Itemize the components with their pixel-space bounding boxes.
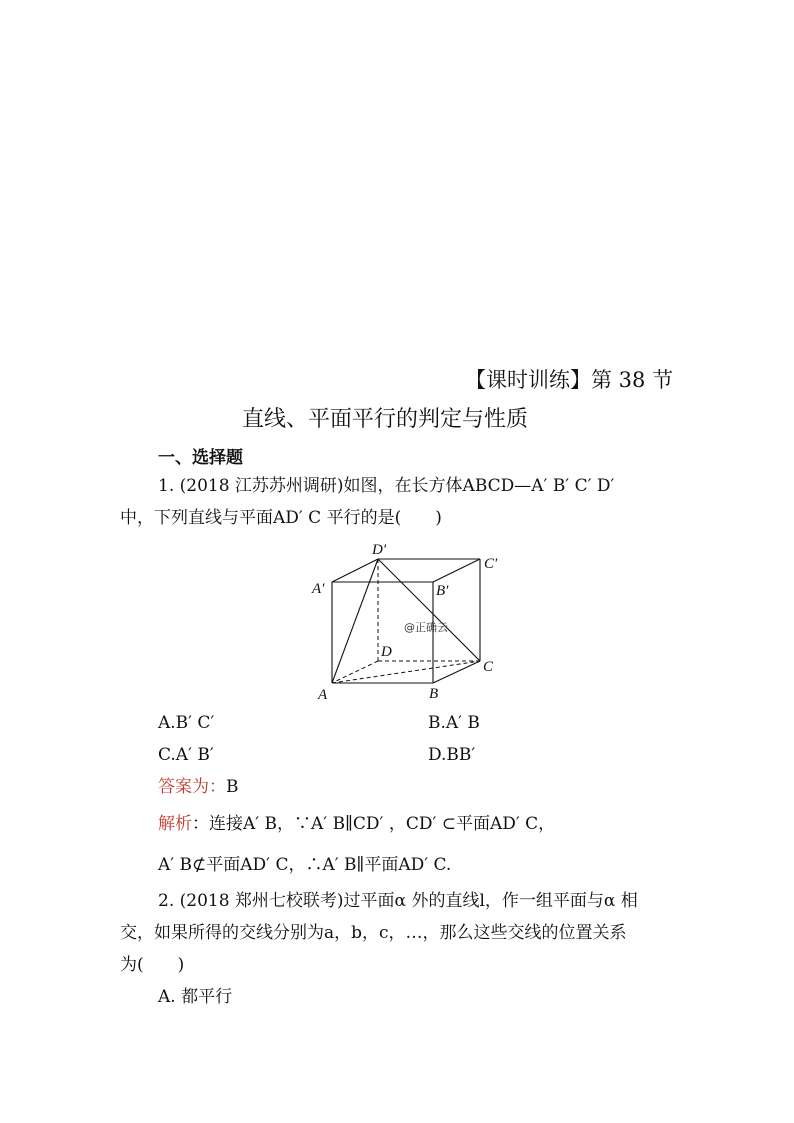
analysis-label: 解析 <box>158 814 192 834</box>
q2-text-line1: 2. (2018 郑州七校联考)过平面α 外的直线l，作一组平面与α 相 <box>158 891 638 911</box>
answer-label: 答案为： <box>158 777 226 797</box>
watermark-text: @正确云 <box>404 621 448 634</box>
answer-value: B <box>226 777 239 797</box>
label-Cp: C′ <box>484 556 498 572</box>
q1-option-c: C.A′ B′ <box>158 745 214 765</box>
q1-text-line1: 1. (2018 江苏苏州调研)如图，在长方体ABCD—A′ B′ C′ D′ <box>158 476 615 496</box>
label-B: B <box>429 686 439 702</box>
q1-option-d: D.BB′ <box>428 745 476 765</box>
q2-option-a: A. 都平行 <box>158 987 233 1007</box>
q1-option-b: B.A′ B <box>428 713 480 733</box>
segment-DpC <box>378 559 480 661</box>
label-Ap: A′ <box>312 581 325 597</box>
analysis-text-1: ：连接A′ B，∵A′ B∥CD′ ，CD′ ⊂平面AD′ C， <box>192 814 556 834</box>
q2-text-line3: 为( ) <box>120 955 185 975</box>
cuboid-figure <box>300 535 510 705</box>
edge-BC <box>433 661 480 683</box>
hidden-diagonal-AC <box>332 661 480 683</box>
label-D: D <box>381 644 392 660</box>
label-Bp: B′ <box>436 583 449 599</box>
label-Dp: D′ <box>372 542 387 558</box>
page-title: 直线、平面平行的判定与性质 <box>242 407 529 432</box>
q1-analysis-line1 <box>158 814 555 834</box>
section-heading: 一、选择题 <box>158 448 243 468</box>
q1-option-a: A.B′ C′ <box>158 713 215 733</box>
label-C: C <box>483 659 494 675</box>
q1-answer <box>158 777 239 797</box>
q1-text-line2: 中，下列直线与平面AD′ C 平行的是( ) <box>120 508 442 528</box>
label-A: A <box>318 687 328 703</box>
q1-analysis-line2: A′ B⊄平面AD′ C，∴A′ B∥平面AD′ C. <box>158 855 452 875</box>
edge-BpCp <box>433 559 480 582</box>
q2-text-line2: 交，如果所得的交线分别为a，b，c，…，那么这些交线的位置关系 <box>120 923 627 943</box>
lesson-header: 【课时训练】第 38 节 <box>465 368 674 392</box>
